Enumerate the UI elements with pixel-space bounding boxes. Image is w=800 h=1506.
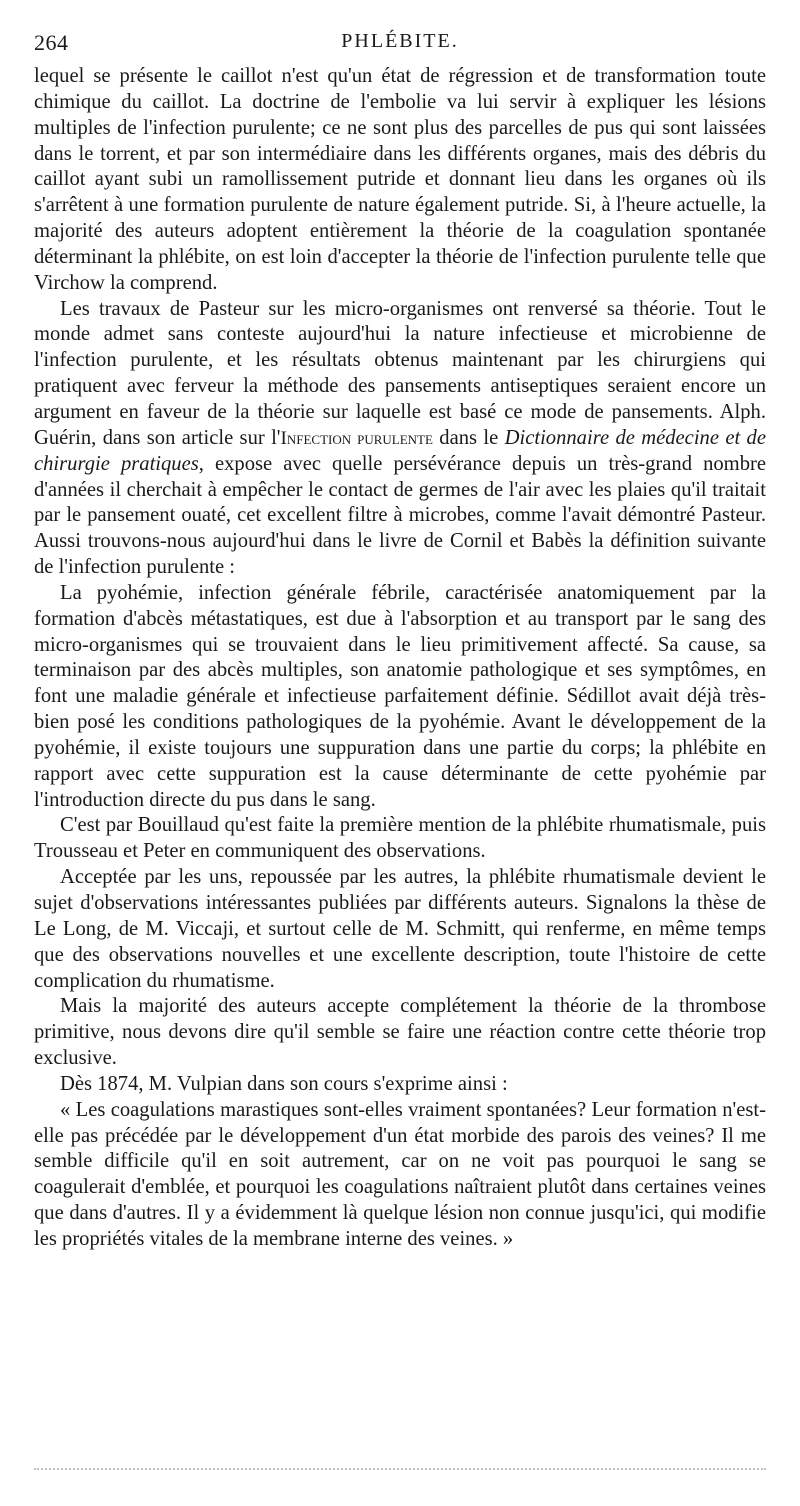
- paragraph-bouillaud: C'est par Bouillaud qu'est faite la première mention de la phlébite rhumatismale, puis Trousseau et Peter en communiquent des observations.: [34, 814, 766, 863]
- paragraph-pasteur-text-b: dans le: [432, 426, 505, 449]
- paragraph-thrombose: Mais la majorité des auteurs accepte complétement la théorie de la thrombose primitive, nous devons dire qu'il semble se faire une réaction contre cette théorie trop exclusive.: [34, 995, 766, 1070]
- paragraph-phlebite-rhumatismale: Acceptée par les uns, repoussée par les autres, la phlébite rhumatismale devient le sujet d'observations intéressantes publiées par différents auteurs. Signalons la thèse de Le Long, de M. Viccaji, et surtout celle de M. Schmitt, qui renferme, en même temps que des observations nouvelles et une excellente description, toute l'histoire de cette complication du rhumatisme.: [34, 866, 766, 992]
- paragraph-pasteur: [34, 297, 766, 581]
- page-number: 264: [34, 30, 69, 55]
- paragraph-virchow: lequel se présente le caillot n'est qu'un état de régression et de transformation toute chimique du caillot. La doctrine de l'embolie va lui servir à expliquer les lésions multiples de l'infection purulente; ce ne sont plus des parcelles de pus qui sont laissées dans le torrent, et par son intermédiaire dans les différents organes, mais des débris du caillot ayant subi un ramollissement putride et donnant lieu dans les organes où ils s'arrêtent à une formation purulente de nature également putride. Si, à l'heure actuelle, la majorité des auteurs adoptent entièrement la théorie de la coagulation spontanée déterminant la phlébite, on est loin d'accepter la théorie de l'infection purulente telle que Virchow la comprend.: [34, 65, 766, 294]
- footer-rule: [34, 1468, 766, 1470]
- paragraph-vulpian-quote: « Les coagulations marastiques sont-elles vraiment spontanées? Leur formation n'est-elle pas précédée par le développement d'un état morbide des parois des veines? Il me semble difficile qu'il en soit autrement, car on ne voit pas pourquoi le sang se coagulerait d'emblée, et pourquoi les coagulations naîtraient plutôt dans certaines veines que dans d'autres. Il y a évidemment là quelque lésion non connue jusqu'ici, qui modifie les propriétés vitales de la membrane interne des veines. »: [34, 1098, 766, 1250]
- paragraph-pasteur-text-a: Les travaux de Pasteur sur les micro-organismes ont renversé sa théorie. Tout le monde admet sans conteste aujourd'hui la nature infectieuse et microbienne de l'infection purulente, et les résultats obtenus maintenant par les chirurgiens qui pratiquent avec ferveur la méthode des pansements antiseptiques seraient encore un argument en faveur de la théorie sur laquelle est basé ce mode de pansements. Alph. Guérin, dans son article sur l': [34, 297, 766, 449]
- paragraph-vulpian-intro: Dès 1874, M. Vulpian dans son cours s'exprime ainsi :: [60, 1072, 508, 1095]
- infection-purulente-smallcaps: Infection purulente: [280, 427, 433, 449]
- running-title: PHLÉBITE.: [341, 30, 459, 52]
- book-page: [34, 30, 766, 1253]
- dictionnaire-title: Dictionnaire de médecine et de chirurgie pratiques: [34, 426, 766, 475]
- paragraph-pasteur-text-c: , expose avec quelle persévérance depuis un très-grand nombre d'années il cherchait à empêcher le contact de germes de l'air avec les plaies qu'il traitait par le pansement ouaté, cet excellent filtre à microbes, comme l'avait démontré Pasteur. Aussi trouvons-nous aujourd'hui dans le livre de Cornil et Babès la définition suivante de l'infection purulente :: [34, 452, 766, 579]
- running-head: [34, 30, 766, 64]
- paragraph-pyohemie-definition: La pyohémie, infection générale fébrile, caractérisée anatomiquement par la formation d'abcès métastatiques, est due à l'absorption et au transport par le sang des micro-organismes qui se trouvaient dans le lieu primitivement affecté. Sa cause, sa terminaison par des abcès multiples, son anatomie pathologique et ses symptômes, en font une maladie générale et infectieuse parfaitement définie. Sédillot avait déjà très-bien posé les conditions pathologiques de la pyohémie. Avant le développement de la pyohémie, il existe toujours une suppuration dans une partie du corps; la phlébite en rapport avec cette suppuration est la cause déterminante de cette pyohémie par l'introduction directe du pus dans le sang.: [34, 581, 766, 811]
